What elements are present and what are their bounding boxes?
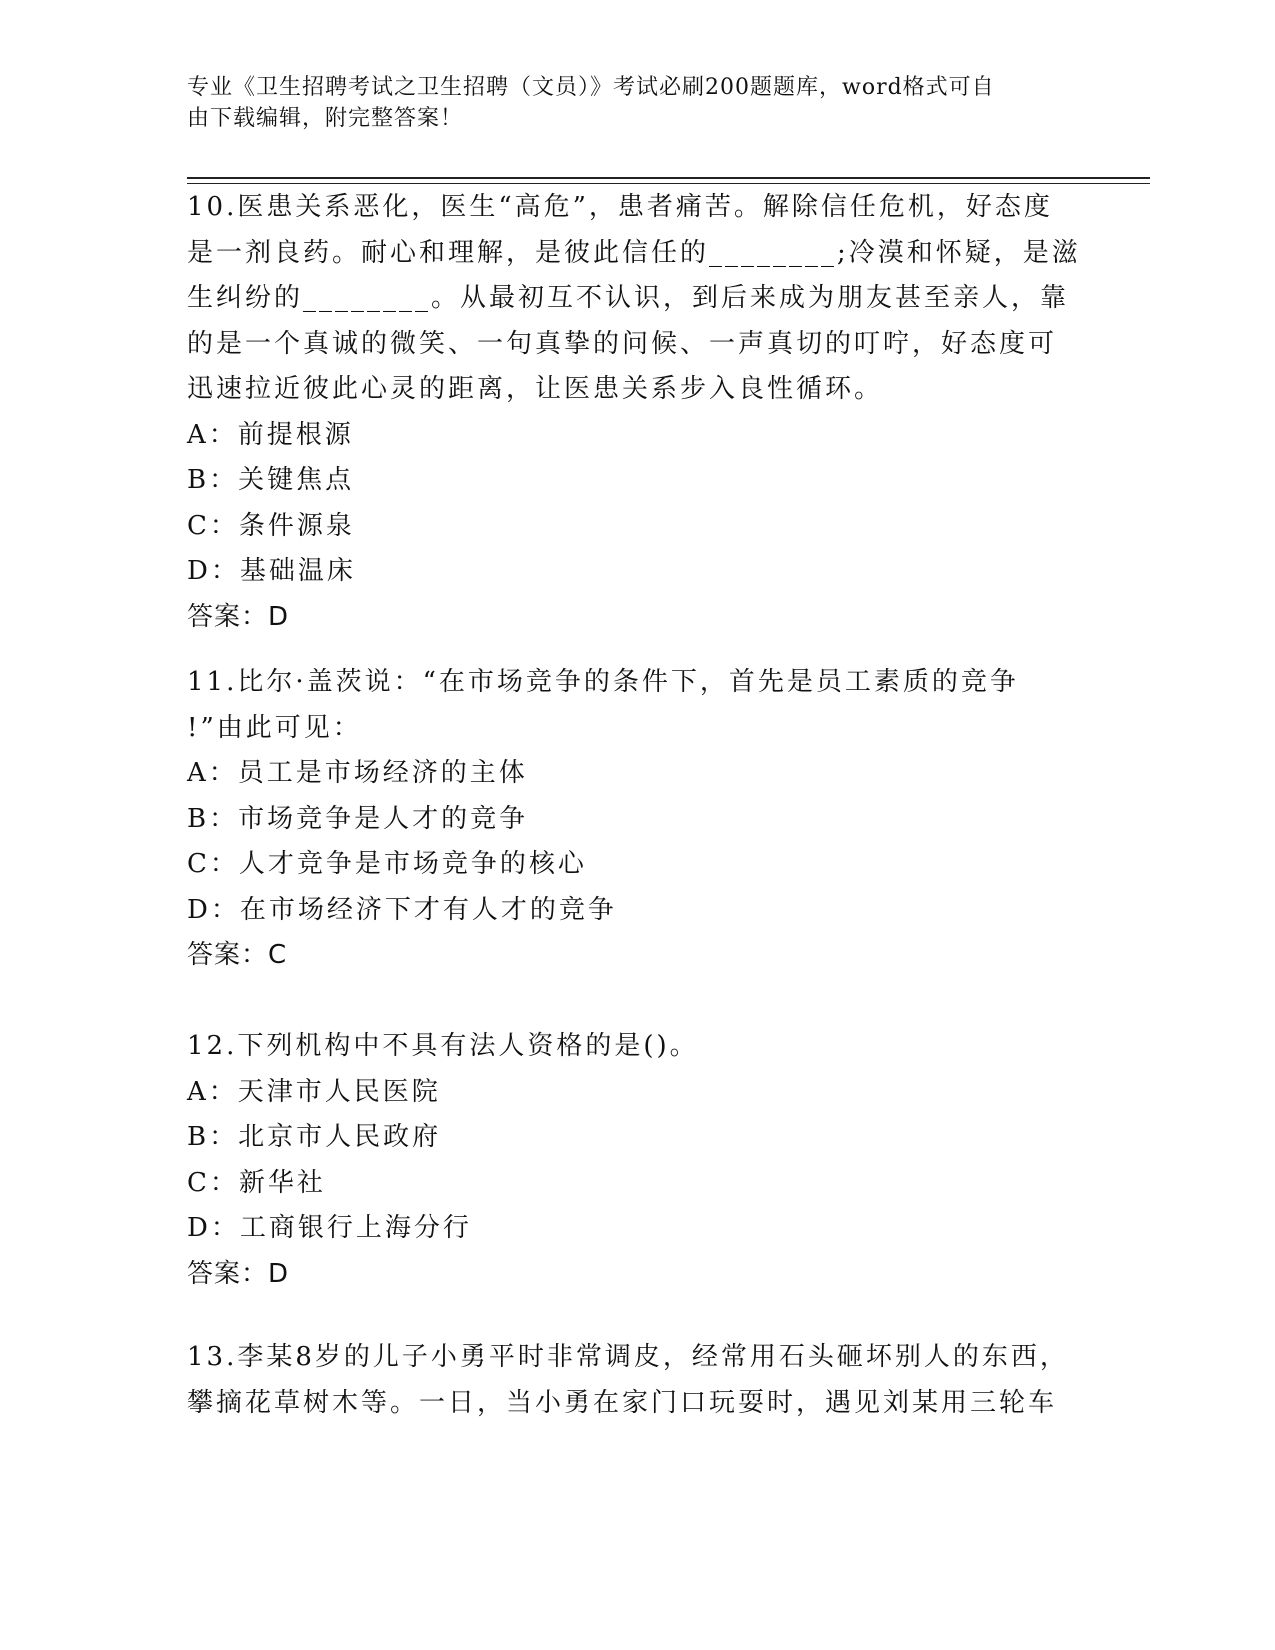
option-a: A：员工是市场经济的主体 [187,758,528,788]
option-c: C：条件源泉 [187,510,355,541]
answer-label: 答案：C [187,940,288,970]
question-text-line: 是一剂良药。耐心和理解，是彼此信任的________;冷漠和怀疑，是滋 [187,237,1081,268]
header-divider-thin [187,183,1150,184]
question-text-line: 10.医患关系恶化，医生“高危”，患者痛苦。解除信任危机，好态度 [187,192,1053,222]
header-line-1: 专业《卫生招聘考试之卫生招聘（文员）》考试必刷200题题库，word格式可自 [187,75,995,100]
question-text-line: 13.李某8岁的儿子小勇平时非常调皮，经常用石头砸坏别人的东西， [187,1342,1069,1372]
header-line-2: 由下载编辑，附完整答案！ [187,106,464,131]
option-d: D：在市场经济下才有人才的竞争 [187,894,617,925]
question-13 [187,1335,1077,1426]
option-d: D：基础温床 [187,556,356,586]
question-text-line: !”由此可见： [187,712,362,743]
option-c: C：人才竞争是市场竞争的核心 [187,849,587,879]
question-12 [187,1024,1077,1297]
answer-label: 答案：D [187,1258,290,1289]
question-text-line: 攀摘花草树木等。一日，当小勇在家门口玩耍时，遇见刘某用三轮车 [187,1387,1058,1418]
option-c: C：新华社 [187,1167,326,1198]
answer-label: 答案：D [187,601,290,632]
header-divider-thick [187,177,1150,179]
question-text-line: 12.下列机构中不具有法人资格的是()。 [187,1031,699,1061]
question-text-line: 的是一个真诚的微笑、一句真挚的问候、一声真切的叮咛，好态度可 [187,328,1058,359]
option-b: B：关键焦点 [187,465,355,495]
question-text-line: 生纠纷的________。从最初互不认识，到后来成为朋友甚至亲人，靠 [187,283,1070,313]
document-header [187,72,1067,134]
option-a: A：前提根源 [187,419,354,450]
option-b: B：市场竞争是人才的竞争 [187,803,529,834]
question-10 [187,185,1081,640]
question-text-line: 迅速拉近彼此心灵的距离，让医患关系步入良性循环。 [187,374,884,404]
question-11 [187,660,1077,979]
option-b: B：北京市人民政府 [187,1122,442,1152]
option-a: A：天津市人民医院 [187,1076,441,1107]
question-text-line: 11.比尔·盖茨说：“在市场竞争的条件下，首先是员工素质的竞争 [187,667,1019,697]
option-d: D：工商银行上海分行 [187,1213,472,1243]
